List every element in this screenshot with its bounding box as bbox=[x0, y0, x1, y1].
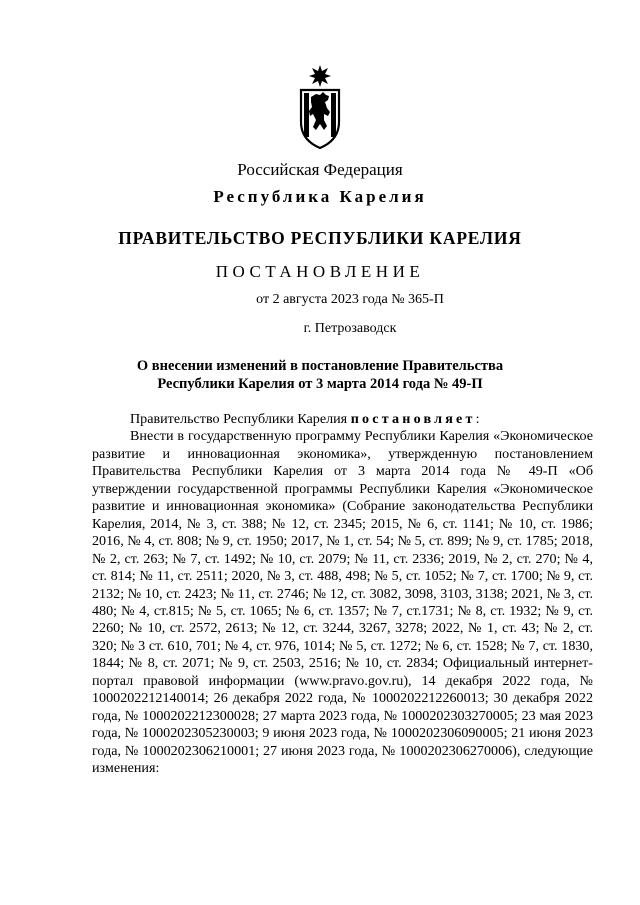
intro-prefix: Правительство Республики Карелия bbox=[130, 411, 351, 427]
resolves-word: постановляет bbox=[350, 411, 476, 427]
document-title-line-1: О внесении изменений в постановление Правительства bbox=[136, 358, 504, 374]
document-title bbox=[0, 357, 640, 393]
federation-line: Российская Федерация bbox=[237, 160, 403, 179]
intro-paragraph bbox=[92, 411, 593, 428]
document-title-line-2: Республики Карелия от 3 марта 2014 года № 49-П bbox=[157, 376, 483, 392]
document-body bbox=[92, 411, 593, 778]
city: г. Петрозаводск bbox=[303, 321, 397, 336]
karelia-coat-of-arms-icon bbox=[298, 64, 342, 150]
government-heading: ПРАВИТЕЛЬСТВО РЕСПУБЛИКИ КАРЕЛИЯ bbox=[118, 228, 522, 248]
republic-line: Республика Карелия bbox=[213, 187, 427, 206]
document-type: ПОСТАНОВЛЕНИЕ bbox=[215, 262, 425, 281]
main-paragraph: Внести в государственную программу Республики Карелия «Экономическое развитие и инновационная экономика», утвержденную постановлением Правительства Республики Карелия от 3 марта 2014 года № 49-П «Об утверждении государственной программы Республики Карелия «Экономическое развитие и инновационная экономика» (Собрание законодательства Республики Карелия, 2014, № 3, ст. 388; № 12, ст. 2345; 2015, № 6, ст. 1141; № 10, ст. 1986; 2016, № 4, ст. 808; № 9, ст. 1950; 2017, № 1, ст. 54; № 5, ст. 899; № 9, ст. 1785; 2018, № 2, ст. 263; № 7, ст. 1492; № 10, ст. 2079; № 11, ст. 2336; 2019, № 2, ст. 270; № 4, ст. 814; № 11, ст. 2511; 2020, № 3, ст. 488, 498; № 5, ст. 1052; № 7, ст. 1700; № 9, ст. 2132; № 10, ст. 2423; № 11, ст. 2746; № 12, ст. 3082, 3098, 3103, 3138; 2021, № 3, ст. 480; № 4, ст.815; № 5, ст. 1065; № 6, ст. 1357; № 7, ст.1731; № 8, ст. 1932; № 9, ст. 2260; № 10, ст. 2572, 2613; № 12, ст. 3244, 3267, 3278; 2022, № 1, ст. 43; № 2, ст. 320; № 3 ст. 610, 701; № 4, ст. 976, 1014; № 5, ст. 1272; № 6, ст. 1528; № 7, ст. 1830, 1844; № 8, ст. 2071; № 9, ст. 2503, 2516; № 10, ст. 2834; Официальный интернет-портал правовой информации (www.pravo.gov.ru), 14 декабря 2022 года, № 1000202212140014; 26 декабря 2022 года, № 1000202212260013; 30 декабря 2022 года, № 1000202212300028; 27 марта 2023 года, № 1000202303270005; 23 мая 2023 года, № 1000202305230003; 9 июня 2023 года, № 1000202306090005; 21 июня 2023 года, № 1000202306210001; 27 июня 2023 года, № 1000202306270006), следующие изменения: bbox=[92, 428, 593, 777]
intro-suffix: : bbox=[475, 411, 480, 427]
date-number: от 2 августа 2023 года № 365-П bbox=[256, 292, 444, 307]
